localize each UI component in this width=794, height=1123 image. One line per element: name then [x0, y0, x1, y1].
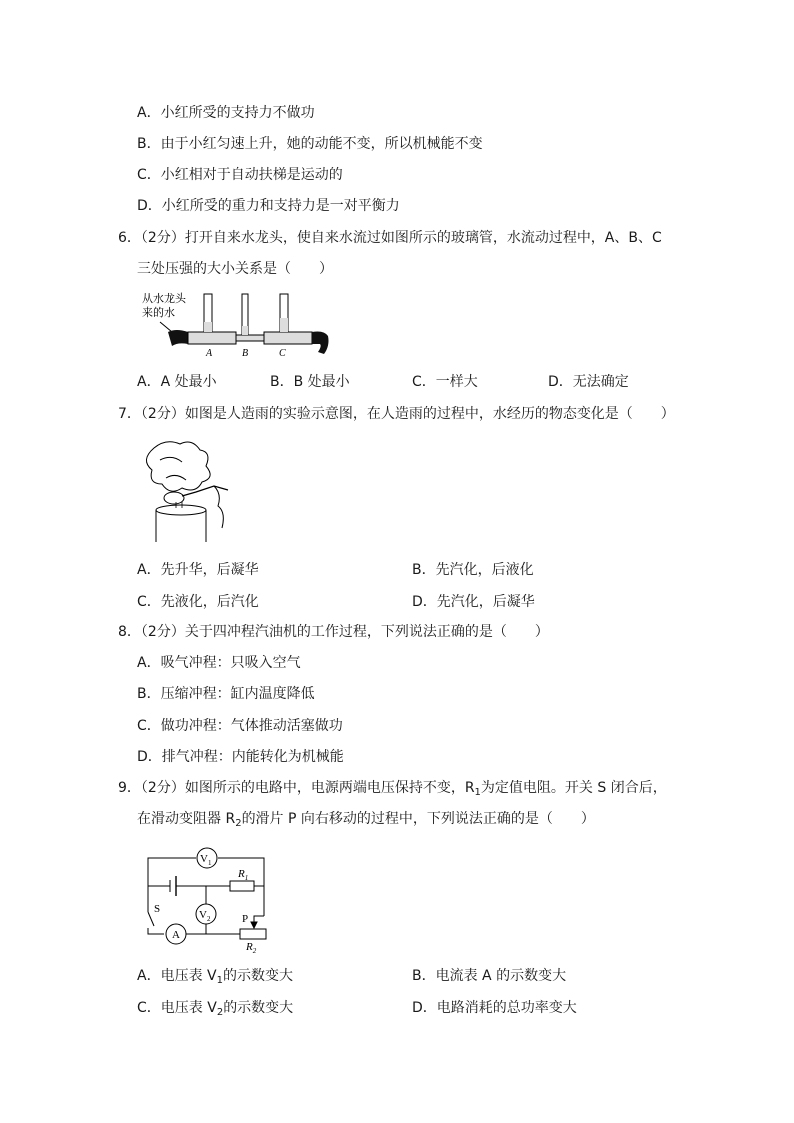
circuit-diagram-figure	[140, 842, 274, 955]
figure-label-a: A	[206, 348, 213, 359]
figure-label-c: C	[279, 348, 286, 359]
q7-option-b: B．先汽化，后液化	[412, 562, 534, 578]
v1-label: $V_1$	[200, 853, 212, 867]
q9-option-c: C．电压表 $V_2$的示数变大	[137, 1000, 294, 1018]
q9-option-a: A．电压表 $V_1$的示数变大	[137, 968, 293, 986]
q6-option-a: A．A 处最小	[137, 374, 217, 390]
q7-option-a: A．先升华，后凝华	[137, 562, 259, 578]
q9-stem-line2: 在滑动变阻器 $R_2$的滑片 P 向右移动的过程中，下列说法正确的是（ ）	[137, 811, 595, 829]
q8-option-a: A．吸气冲程：只吸入空气	[137, 655, 301, 671]
q7-option-c: C．先液化，后汽化	[137, 594, 259, 610]
figure-label-tap-bottom: 来的水	[142, 307, 175, 319]
q6-stem-line2: 三处压强的大小关系是（ ）	[137, 261, 333, 277]
q8-option-c: C．做功冲程：气体推动活塞做功	[137, 718, 343, 734]
q8-option-d: D．排气冲程：内能转化为机械能	[137, 749, 344, 765]
r1-label: $R_1$	[238, 868, 249, 882]
slider-label: P	[242, 913, 249, 925]
v2-label: $V_2$	[199, 909, 211, 923]
q9-option-d: D．电路消耗的总功率变大	[412, 1000, 577, 1016]
figure-label-b: B	[242, 348, 249, 359]
q6-stem-line1: 6．（2分）打开自来水龙头，使自来水流过如图所示的玻璃管，水流动过程中，A、B、C	[118, 230, 662, 246]
figure-label-tap-top: 从水龙头	[142, 293, 186, 305]
q9-stem-line1: 9．（2分）如图所示的电路中，电源两端电压保持不变，$R_1$为定值电阻。开关 S 闭合后，	[118, 780, 667, 798]
q6-option-d: D．无法确定	[548, 374, 629, 390]
switch-label: S	[154, 903, 161, 915]
q7-stem: 7．（2分）如图是人造雨的实验示意图，在人造雨的过程中，水经历的物态变化是（ ）	[118, 406, 675, 422]
q5-option-d: D．小红所受的重力和支持力是一对平衡力	[137, 198, 400, 214]
q6-option-b: B．B 处最小	[270, 374, 350, 390]
q5-option-b: B．由于小红匀速上升，她的动能不变，所以机械能不变	[137, 136, 483, 152]
q5-option-a: A．小红所受的支持力不做功	[137, 105, 315, 121]
q5-option-c: C．小红相对于自动扶梯是运动的	[137, 167, 343, 183]
q9-option-b: B．电流表 A 的示数变大	[412, 968, 567, 984]
q8-stem: 8．（2分）关于四冲程汽油机的工作过程，下列说法正确的是（ ）	[118, 624, 549, 640]
r2-label: $R_2$	[246, 941, 257, 955]
q7-option-d: D．先汽化，后凝华	[412, 594, 535, 610]
ammeter-label: A	[172, 929, 180, 941]
artificial-rain-figure	[136, 438, 236, 546]
q6-option-c: C．一样大	[412, 374, 478, 390]
glass-tube-figure	[138, 288, 338, 362]
q8-option-b: B．压缩冲程：缸内温度降低	[137, 686, 315, 702]
